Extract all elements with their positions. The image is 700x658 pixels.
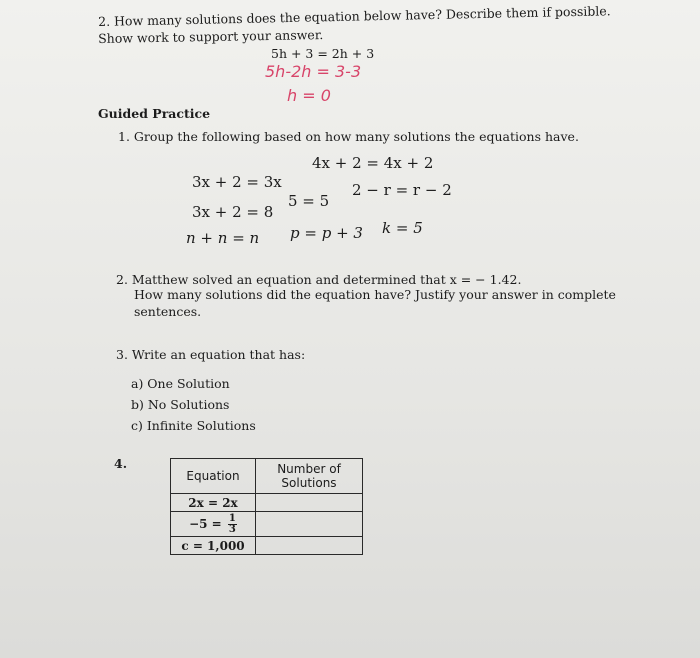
gp-q2-line3: sentences. <box>134 304 202 319</box>
gp-q2-line1: 2. Matthew solved an equation and determined that x = − 1.42. <box>116 272 522 287</box>
equation-n-plus-n: n + n = n <box>186 229 260 247</box>
fraction-numerator: 1 <box>228 512 236 524</box>
equation-4x-plus-2: 4x + 2 = 4x + 2 <box>312 154 434 172</box>
cell-equation-minus5 <box>171 512 256 537</box>
q2-prompt-line1: 2. How many solutions does the equation below have? Describe them if possible. <box>98 3 611 29</box>
gp-q1-prompt: 1. Group the following based on how many solutions the equations have. <box>118 129 579 144</box>
table-row <box>171 512 363 537</box>
header-equation: Equation <box>171 459 256 494</box>
equation-k-eq-5: k = 5 <box>382 219 423 237</box>
q2-equation: 5h + 3 = 2h + 3 <box>271 46 375 61</box>
cell-answer-2[interactable] <box>256 512 363 537</box>
equation-5-eq-5: 5 = 5 <box>288 192 330 210</box>
equation-3x-plus-2-eq-8: 3x + 2 = 8 <box>192 203 274 221</box>
header-number-of-solutions <box>256 459 363 494</box>
header-solutions-line2: Solutions <box>281 476 337 490</box>
table-header-row <box>171 459 363 494</box>
fraction-one-third <box>228 514 237 535</box>
table-row <box>171 537 363 555</box>
handwritten-work-line1: 5h-2h = 3-3 <box>265 62 362 81</box>
q3-option-b: b) No Solutions <box>131 397 230 412</box>
q4-label: 4. <box>114 456 128 471</box>
solutions-table <box>170 458 363 555</box>
equation-3x-plus-2-eq-3x: 3x + 2 = 3x <box>192 173 282 191</box>
guided-practice-heading: Guided Practice <box>98 106 211 121</box>
header-solutions-line1: Number of <box>277 462 341 476</box>
gp-q2-line2: How many solutions did the equation have? Justify your answer in complete <box>134 287 616 302</box>
table-row <box>171 494 363 512</box>
fraction-denominator: 3 <box>228 523 236 535</box>
cell-equation-c: c = 1,000 <box>171 537 256 555</box>
cell-equation-2x: 2x = 2x <box>171 494 256 512</box>
cell-answer-1[interactable] <box>256 494 363 512</box>
gp-q3-prompt: 3. Write an equation that has: <box>116 347 306 362</box>
equation-p-eq-p-plus-3: p = p + 3 <box>290 224 363 242</box>
handwritten-work-line2: h = 0 <box>287 86 331 105</box>
q2-prompt-line2: Show work to support your answer. <box>98 27 324 46</box>
equation-2-minus-r: 2 − r = r − 2 <box>352 181 452 199</box>
q3-option-a: a) One Solution <box>131 376 230 391</box>
q3-option-c: c) Infinite Solutions <box>131 418 256 433</box>
cell-answer-3[interactable] <box>256 537 363 555</box>
cell-equation-minus5-left: −5 = <box>189 516 222 531</box>
